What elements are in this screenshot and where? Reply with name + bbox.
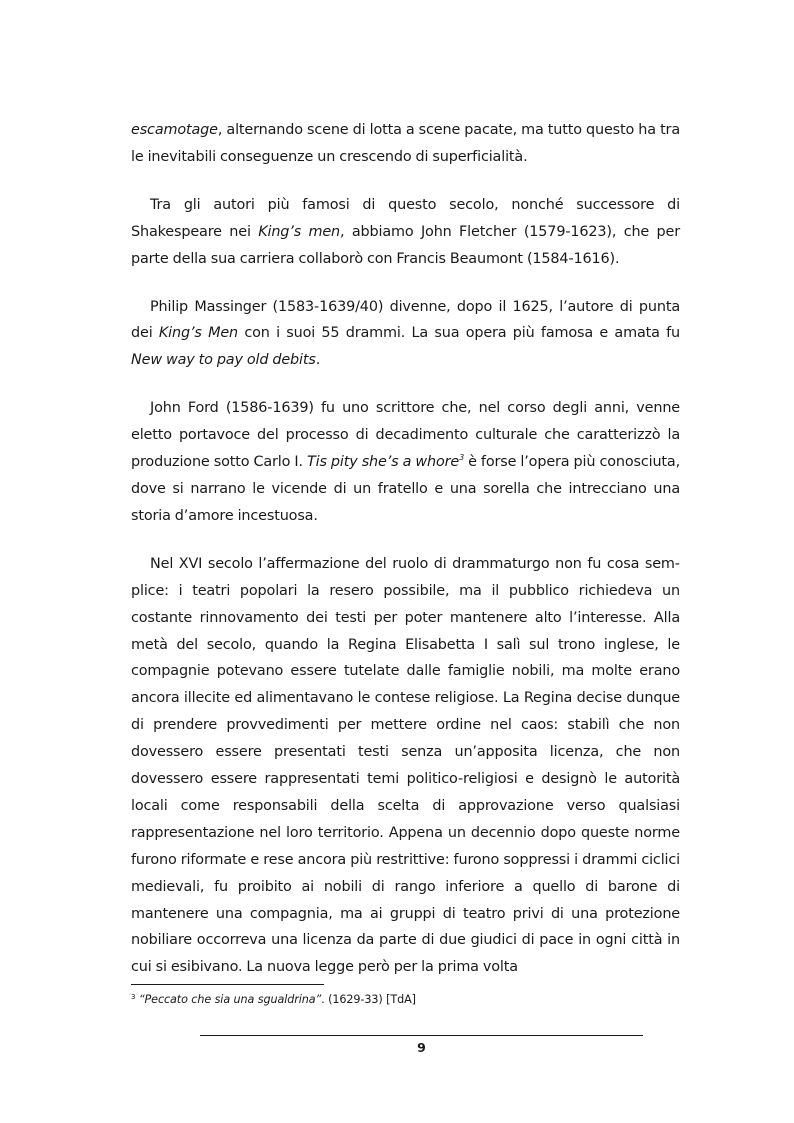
paragraph-3: Philip Massinger (1583-1639/40) divenne, dopo il 1625, l’autore di punta dei King’s Men con i suoi 55 drammi. La sua opera più famosa e amata fu New way to pay old debits. (131, 298, 681, 369)
italic-title: Tis pity she’s a whore (307, 454, 460, 471)
paragraph-5: Nel XVI secolo l’affermazione del ruolo di drammaturgo non fu cosa semplice: i teatri popolari la resero possibile, ma il pubblico richiedeva un costante rinnovamento dei testi per poter mantenere alto l’interesse. Alla metà del secolo, quando la Regina Elisabetta I salì sul trono inglese, le compagnie potevano essere tutelate dalle famiglie nobili, ma molte erano ancora illecite ed alimentavano le contese religiose. La Regina decise dunque di prendere provvedimenti per mettere ordine nel caos: stabilì che non dovessero essere presentati testi senza un’apposita licenza, che non dovessero essere rappresentati temi politico-religiosi e designò le autorità locali come responsabili della scelta di approvazione verso qualsiasi rappresentazione nel loro territorio. Appena un decennio dopo queste norme furono riformate e rese ancora più restrittive: furono soppressi i drammi ciclici medievali, fu proibito ai nobili di rango inferiore a quello di barone di mantenere una compagnia, ma ai gruppi di teatro privi di una protezione nobiliare occorreva una licenza da parte di due giudici di pace in ogni città in cui si esibivano. La nuova legge però per la prima volta (131, 555, 680, 976)
italic-title: New way to pay old debits (131, 352, 316, 369)
footnote-reference[interactable]: 3 (459, 453, 465, 463)
italic-title: King’s men (258, 223, 341, 240)
italic-title: King’s Men (158, 325, 239, 342)
paragraph-1: escamotage, alternando scene di lotta a scene pacate, ma tutto questo ha tra le inevitabili conseguenze un crescendo di superficialità. (131, 122, 680, 165)
italic-term: escamotage (131, 122, 218, 138)
footnote-text: . (1629-33) [TdA] (321, 993, 416, 1006)
footnote (131, 993, 680, 1007)
paragraph-4: John Ford (1586-1639) fu uno scrittore che, nel corso degli anni, venne eletto portavoce del processo di decadimento culturale che caratterizzò la produzione sotto Carlo I. Tis pity she’s a whore$^3$ è forse l’opera più conosciuta, dove si narrano le vicende di un fratello e una sorella che intrecciano una storia d’amore incestuosa. (131, 400, 680, 524)
footnote-separator (131, 984, 324, 985)
footnote-number: 3 (131, 993, 136, 1001)
body-text (131, 117, 680, 981)
page-number: 9 (417, 1040, 426, 1055)
footer-separator (200, 1035, 643, 1036)
footnote-quote: “Peccato che sia una sgualdrina” (138, 993, 322, 1006)
paragraph-2: Tra gli autori più famosi di questo secolo, nonché successore di Shakespeare nei King’s men, abbiamo John Fletcher (1579-1623), che per parte della sua carriera collaborò con Francis Beaumont (1584-1616). (131, 196, 680, 267)
